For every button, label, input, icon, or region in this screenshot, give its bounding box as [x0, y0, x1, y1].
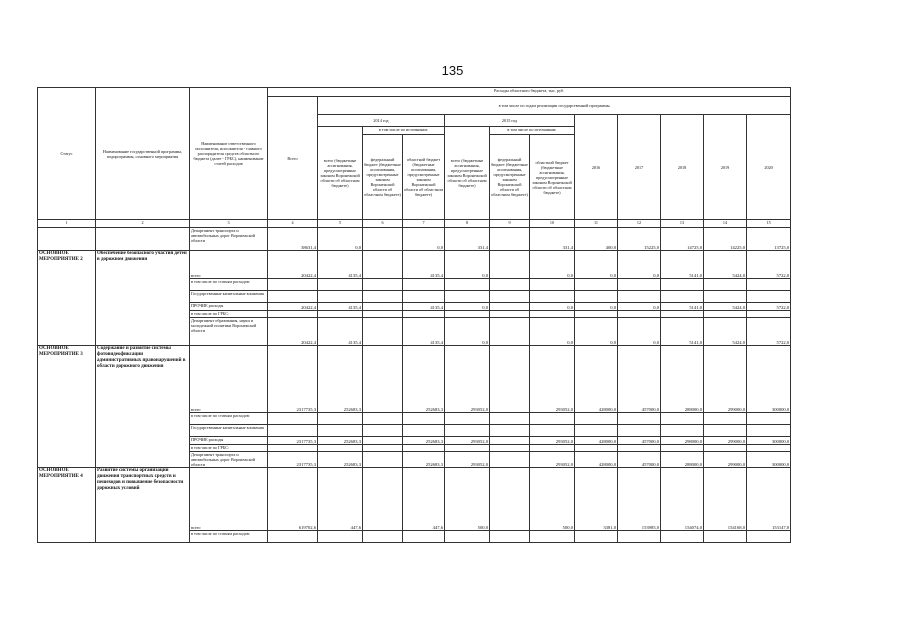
table-row: [38, 346, 791, 413]
value-cell: 457000,0: [618, 452, 661, 468]
value-cell: 4135,4: [403, 303, 445, 311]
value-cell: 500,0: [445, 468, 490, 531]
value-cell: 5424,0: [704, 251, 747, 279]
name-cell: Обеспечение безопасного участия детей в дорожном движении: [96, 251, 190, 346]
executor-cell: в том числе по статьям расходов:: [190, 413, 268, 425]
value-cell: 154074,0: [661, 468, 704, 531]
value-cell: 0,0: [403, 228, 445, 251]
value-cell: 428000,0: [575, 452, 618, 468]
value-cell: 5141,0: [661, 251, 704, 279]
header-budget-group: Расходы областного бюджета, тыс. руб.: [268, 88, 791, 97]
header-2016: 2016: [575, 115, 618, 220]
value-cell: 153985,0: [618, 468, 661, 531]
page-number: 135: [441, 63, 464, 78]
value-cell: 457000,0: [618, 437, 661, 445]
executor-cell: Департамент транспорта и автомобильных дорог Воронежской области: [190, 228, 268, 251]
name-cell: Развитие системы организации движения транспортных средств и пешеходов и повышение безопасности дорожных условий: [96, 468, 190, 543]
status-cell: ОСНОВНОЕ МЕРОПРИЯТИЕ 3: [38, 346, 96, 468]
value-cell: [363, 303, 403, 311]
header-obl-2015: областной бюджет (бюджетные ассигнования, предусмотренные законом Воронежской области об областном бюджете): [530, 135, 575, 220]
header-2017: 2017: [618, 115, 661, 220]
header-fed-2015: федеральный бюджет (бюджетные ассигнования, предусмотренные законом Воронежской области об областном бюджете): [490, 135, 530, 220]
value-cell: 457000,0: [618, 346, 661, 413]
value-cell: [363, 251, 403, 279]
value-cell: 38631,4: [268, 228, 318, 251]
value-cell: 4135,4: [403, 251, 445, 279]
value-cell: 428000,0: [575, 437, 618, 445]
header-total: Всего: [268, 97, 318, 220]
value-cell: 331,4: [530, 228, 575, 251]
value-cell: 13725,0: [747, 228, 791, 251]
value-cell: 252683,3: [403, 346, 445, 413]
executor-cell: Департамент образования, науки и молодежной политики Воронежской области: [190, 318, 268, 346]
header-total-2015: всего (бюджетные ассигнования, предусмотренные законом Воронежской области об областном бюджете): [445, 127, 490, 220]
value-cell: 293052,0: [530, 437, 575, 445]
value-cell: 3381,0: [575, 468, 618, 531]
col-number: 4: [268, 220, 318, 228]
value-cell: 0,0: [530, 251, 575, 279]
value-cell: 293052,0: [530, 346, 575, 413]
value-cell: 500,0: [530, 468, 575, 531]
col-number: 3: [190, 220, 268, 228]
header-status: Статус: [38, 88, 96, 220]
executor-cell: всего: [190, 346, 268, 413]
value-cell: 288000,0: [661, 452, 704, 468]
value-cell: 5424,0: [704, 303, 747, 311]
executor-cell: Государственные капитальные вложения: [190, 291, 268, 303]
header-total-2014: всего (бюджетные ассигнования, предусмотренные законом Воронежской области об областном бюджете): [318, 127, 363, 220]
value-cell: [490, 303, 530, 311]
value-cell: [490, 452, 530, 468]
value-cell: 4135,4: [318, 303, 363, 311]
col-number: 13: [661, 220, 704, 228]
table-row: [38, 228, 791, 251]
value-cell: 5722,0: [747, 303, 791, 311]
value-cell: 5141,0: [661, 303, 704, 311]
value-cell: 0,0: [618, 303, 661, 311]
col-number: 10: [530, 220, 575, 228]
value-cell: 20422,4: [268, 303, 318, 311]
value-cell: 0,0: [530, 303, 575, 311]
executor-cell: в том числе по статьям расходов:: [190, 531, 268, 543]
value-cell: 299000,0: [704, 346, 747, 413]
table-row: [38, 468, 791, 531]
value-cell: 293052,0: [445, 346, 490, 413]
value-cell: 0,0: [445, 303, 490, 311]
value-cell: [490, 318, 530, 346]
value-cell: 619702,6: [268, 468, 318, 531]
column-numbers-row: [38, 220, 791, 228]
value-cell: 428000,0: [575, 346, 618, 413]
value-cell: 447,6: [403, 468, 445, 531]
executor-cell: ПРОЧИЕ расходы: [190, 303, 268, 311]
executor-cell: в том числе по ГРБС:: [190, 311, 268, 318]
executor-cell: Департамент транспорта и автомобильных дорог Воронежской области: [190, 452, 268, 468]
budget-table: [37, 87, 791, 543]
name-cell: [96, 228, 190, 251]
value-cell: [363, 437, 403, 445]
col-number: 1: [38, 220, 96, 228]
value-cell: 293052,0: [445, 452, 490, 468]
value-cell: 293052,0: [445, 437, 490, 445]
status-cell: [38, 228, 96, 251]
header-years-group: в том числе по годам реализации государственной программы: [318, 97, 791, 115]
value-cell: 0,0: [575, 303, 618, 311]
executor-cell: всего: [190, 468, 268, 531]
status-cell: ОСНОВНОЕ МЕРОПРИЯТИЕ 4: [38, 468, 96, 543]
executor-cell: Государственные капитальные вложения: [190, 425, 268, 437]
executor-cell: всего: [190, 251, 268, 279]
value-cell: 252683,3: [403, 437, 445, 445]
value-cell: 2317735,3: [268, 346, 318, 413]
value-cell: [363, 452, 403, 468]
value-cell: 20422,4: [268, 251, 318, 279]
value-cell: [363, 468, 403, 531]
executor-cell: в том числе по статьям расходов:: [190, 279, 268, 291]
value-cell: [490, 228, 530, 251]
value-cell: 5141,0: [661, 318, 704, 346]
value-cell: 447,6: [318, 468, 363, 531]
value-cell: 154168,0: [704, 468, 747, 531]
col-number: 8: [445, 220, 490, 228]
value-cell: [363, 228, 403, 251]
value-cell: [363, 346, 403, 413]
col-number: 11: [575, 220, 618, 228]
value-cell: 0,0: [618, 318, 661, 346]
value-cell: 252683,3: [318, 346, 363, 413]
value-cell: 4135,4: [403, 318, 445, 346]
value-cell: [490, 251, 530, 279]
value-cell: 5424,0: [704, 318, 747, 346]
value-cell: 298000,0: [661, 437, 704, 445]
value-cell: 0,0: [530, 318, 575, 346]
value-cell: 4135,4: [318, 318, 363, 346]
value-cell: 5722,0: [747, 318, 791, 346]
value-cell: 0,0: [445, 318, 490, 346]
value-cell: [490, 346, 530, 413]
value-cell: 14725,0: [661, 228, 704, 251]
value-cell: [490, 437, 530, 445]
value-cell: 300000,0: [747, 346, 791, 413]
header-year-2014: 2014 год: [318, 115, 445, 127]
value-cell: 300000,0: [747, 452, 791, 468]
value-cell: 2317735,3: [268, 437, 318, 445]
value-cell: 4135,4: [318, 251, 363, 279]
value-cell: 153147,0: [747, 468, 791, 531]
col-number: 5: [318, 220, 363, 228]
value-cell: 2317735,3: [268, 452, 318, 468]
header-sources-2014: в том числе по источникам:: [363, 127, 445, 135]
header-2019: 2019: [704, 115, 747, 220]
col-number: 15: [747, 220, 791, 228]
value-cell: 5722,0: [747, 251, 791, 279]
value-cell: 252683,3: [318, 437, 363, 445]
value-cell: 288000,0: [661, 346, 704, 413]
executor-cell: в том числе по ГРБС:: [190, 445, 268, 452]
value-cell: 252683,3: [403, 452, 445, 468]
value-cell: [363, 318, 403, 346]
name-cell: Содержание и развитие системы фотовидеофиксации административных правонарушений в области дорожного движения: [96, 346, 190, 468]
value-cell: 293052,0: [530, 452, 575, 468]
value-cell: 300000,0: [747, 437, 791, 445]
value-cell: 15225,0: [618, 228, 661, 251]
value-cell: 252683,3: [318, 452, 363, 468]
value-cell: 299000,0: [704, 437, 747, 445]
value-cell: 0,0: [575, 251, 618, 279]
value-cell: 299000,0: [704, 452, 747, 468]
col-number: 12: [618, 220, 661, 228]
header-executor: Наименование ответственного исполнителя, исполнителя - главного распорядителя средств областного бюджета (далее - ГРБС), наименование статей расходов: [190, 88, 268, 220]
executor-cell: ПРОЧИЕ расходы: [190, 437, 268, 445]
header-fed-2014: федеральный бюджет (бюджетные ассигнования, предусмотренные законом Воронежской области об областном бюджете): [363, 135, 403, 220]
value-cell: 331,4: [445, 228, 490, 251]
value-cell: [490, 468, 530, 531]
value-cell: 0,0: [618, 251, 661, 279]
col-number: 7: [403, 220, 445, 228]
header-year-2015: 2015 год: [445, 115, 575, 127]
header-name: Наименование государственной программы, подпрограммы, основного мероприятия: [96, 88, 190, 220]
value-cell: 14225,0: [704, 228, 747, 251]
value-cell: 400,0: [575, 228, 618, 251]
value-cell: 0,0: [445, 251, 490, 279]
col-number: 6: [363, 220, 403, 228]
status-cell: ОСНОВНОЕ МЕРОПРИЯТИЕ 2: [38, 251, 96, 346]
col-number: 9: [490, 220, 530, 228]
value-cell: 20422,4: [268, 318, 318, 346]
header-obl-2014: областной бюджет (бюджетные ассигнования, предусмотренные законом Воронежской области об областном бюджете): [403, 135, 445, 220]
header-2018: 2018: [661, 115, 704, 220]
header-sources-2015: в том числе по источникам:: [490, 127, 575, 135]
col-number: 2: [96, 220, 190, 228]
col-number: 14: [704, 220, 747, 228]
value-cell: 0,0: [318, 228, 363, 251]
value-cell: 0,0: [575, 318, 618, 346]
header-2020: 2020: [747, 115, 791, 220]
table-row: [38, 251, 791, 279]
